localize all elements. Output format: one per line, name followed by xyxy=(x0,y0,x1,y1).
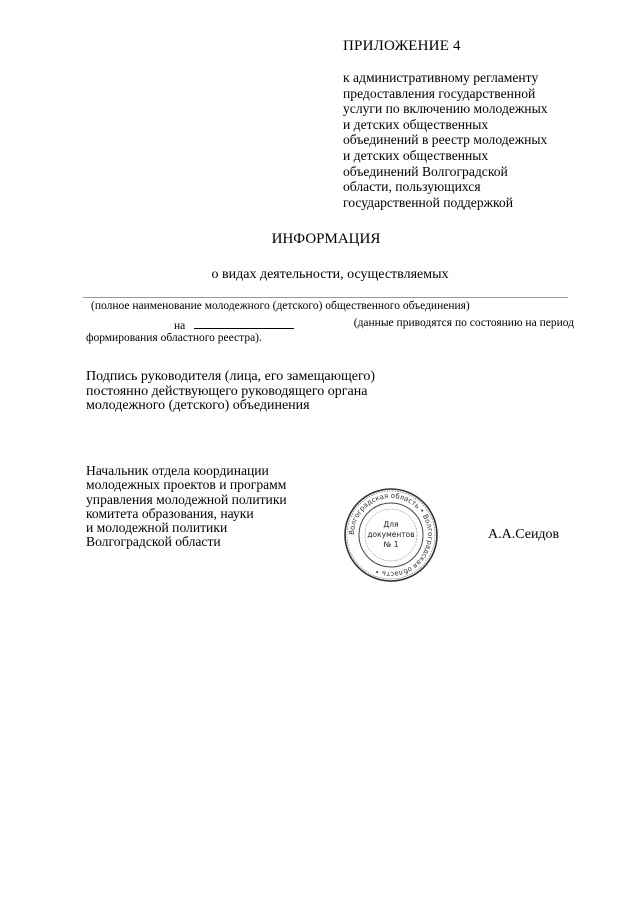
org-name-note: (полное наименование молодежного (детского) общественного объединения) xyxy=(91,300,470,312)
period-prefix: на xyxy=(174,320,186,332)
official-position-line: Начальник отдела координации xyxy=(86,463,269,478)
official-position xyxy=(86,464,287,550)
period-line xyxy=(86,317,574,332)
official-position-line: комитета образования, науки xyxy=(86,505,254,521)
appendix-reference xyxy=(343,70,583,210)
period-end: формирования областного реестра). xyxy=(86,332,262,344)
official-position-line: управления молодежной политики xyxy=(86,491,287,507)
appendix-ref-line: предоставления государственной xyxy=(343,85,536,101)
seal-center-line: документов xyxy=(367,530,415,539)
official-position-line: Волгоградской области xyxy=(86,534,221,550)
official-position-line: молодежных проектов и программ xyxy=(86,477,287,493)
document-subtitle: о видах деятельности, осуществляемых xyxy=(211,267,449,282)
appendix-ref-line: и детских общественных xyxy=(343,116,489,132)
signature-caption-line: молодежного (детского) объединения xyxy=(86,398,310,413)
document-title: ИНФОРМАЦИЯ xyxy=(271,231,381,247)
seal-ring-text: Волгоградская область • Волгоградская область • xyxy=(347,491,435,579)
signature-caption xyxy=(86,370,375,414)
signature-caption-line: постоянно действующего руководящего органа xyxy=(86,383,368,399)
official-position-line: и молодежной политики xyxy=(86,520,228,536)
period-suffix: (данные приводятся по состоянию на период xyxy=(353,317,574,329)
signature-caption-line: Подпись руководителя (лица, его замещающего) xyxy=(86,369,376,384)
appendix-ref-line: объединений в реестр молодежных xyxy=(343,132,548,148)
official-seal-stamp xyxy=(343,487,439,583)
appendix-ref-line: и детских общественных xyxy=(343,147,489,163)
appendix-ref-line: услуги по включению молодежных xyxy=(343,101,548,117)
appendix-ref-line: объединений Волгоградской xyxy=(343,163,508,179)
appendix-ref-line: государственной поддержкой xyxy=(343,194,514,210)
appendix-title: ПРИЛОЖЕНИЕ 4 xyxy=(343,38,461,54)
official-name: А.А.Сеидов xyxy=(488,527,560,542)
appendix-ref-line: к административному регламенту xyxy=(343,70,539,85)
appendix-ref-line: области, пользующихся xyxy=(343,179,481,195)
seal-center-line: № 1 xyxy=(383,540,399,549)
org-name-blank-line xyxy=(83,297,568,298)
period-blank-field xyxy=(194,317,294,329)
seal-center-line: Для xyxy=(383,520,399,529)
